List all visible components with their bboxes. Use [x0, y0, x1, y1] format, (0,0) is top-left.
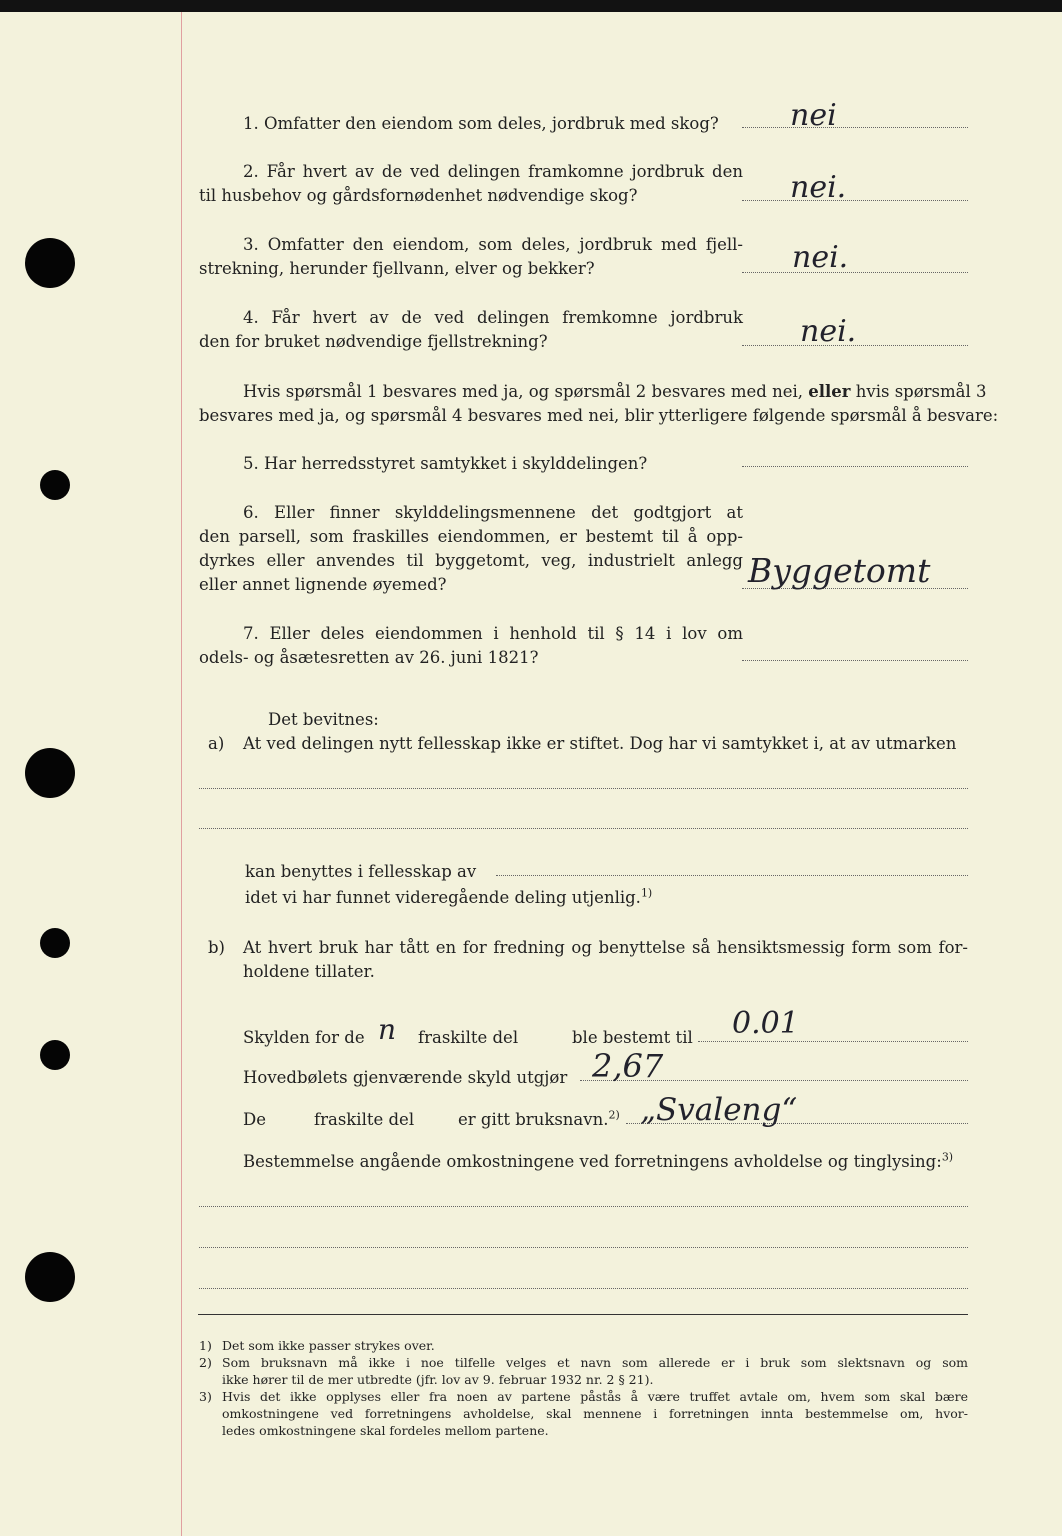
name-value-handwritten: „Svaleng“: [640, 1092, 798, 1128]
scan-edge: [0, 0, 1062, 12]
skyld-value-line: [698, 1041, 968, 1042]
name-label-a: De: [243, 1110, 266, 1129]
question-2-line-1: 2. Får hvert av de ved delingen framkomne jordbruk den: [243, 162, 743, 181]
footnote-divider: [198, 1314, 968, 1315]
utmark-line-2: [199, 828, 968, 829]
margin-line: [181, 12, 182, 1536]
costs-line-1: [199, 1206, 968, 1207]
name-label-text: er gitt bruksnavn.: [458, 1110, 609, 1129]
skyld-label-b: fraskilte del: [418, 1028, 519, 1047]
answer-2-handwritten: nei.: [790, 170, 847, 205]
footnote-3-line-1: Hvis det ikke opplyses eller fra noen av partene påstås å være truffet avtale om, hvem som skal bære: [222, 1389, 968, 1404]
footnote-1-mark: 1): [199, 1338, 212, 1353]
footnote-1: Det som ikke passer strykes over.: [222, 1338, 435, 1353]
attest-b-label: b): [208, 938, 225, 957]
condition-text-b: hvis spørsmål 3: [855, 382, 987, 401]
reason-line: [245, 886, 652, 910]
skyld-label-c: ble bestemt til: [572, 1028, 693, 1047]
answer-line-1: [742, 127, 968, 128]
footnote-3-line-3: ledes omkostningene skal fordeles mellom partene.: [222, 1423, 549, 1438]
question-3-line-1: 3. Omfatter den eiendom, som deles, jordbruk med fjell-: [243, 235, 743, 254]
answer-4-handwritten: nei.: [800, 314, 857, 349]
costs-line: [243, 1150, 953, 1174]
name-label-c: [458, 1108, 620, 1132]
answer-line-7: [742, 660, 968, 661]
skyld-label-a: Skylden for de: [243, 1028, 365, 1047]
answer-line-3: [742, 272, 968, 273]
question-4-line-2: den for bruket nødvendige fjellstrekning?: [199, 332, 548, 351]
question-6-line-1: 6. Eller finner skylddelingsmennene det godtgjort at: [243, 503, 743, 522]
question-6-line-4: eller annet lignende øyemed?: [199, 575, 447, 594]
costs-footnote-ref: 3): [941, 1150, 954, 1164]
footnote-2-mark: 2): [199, 1355, 212, 1370]
question-1: 1. Omfatter den eiendom som deles, jordbruk med skog?: [243, 114, 719, 133]
answer-1-handwritten: nei: [790, 98, 837, 133]
question-2-line-2: til husbehov og gårdsfornødenhet nødvendige skog?: [199, 186, 638, 205]
attest-a-text: At ved delingen nytt fellesskap ikke er stiftet. Dog har vi samtykket i, at av utmarken: [243, 734, 957, 753]
costs-label: Bestemmelse angående omkostningene ved forretningens avholdelse og tinglysing:: [243, 1152, 942, 1171]
name-footnote-ref: 2): [608, 1108, 620, 1122]
question-6-line-2: den parsell, som fraskilles eiendommen, er bestemt til å opp-: [199, 527, 743, 546]
question-4-line-1: 4. Får hvert av de ved delingen fremkomne jordbruk: [243, 308, 743, 327]
attest-heading: Det bevitnes:: [268, 710, 379, 729]
condition-text-a: Hvis spørsmål 1 besvares med ja, og spørsmål 2 besvares med nei,: [243, 382, 804, 401]
shared-use-line: [496, 875, 968, 876]
costs-line-3: [199, 1288, 968, 1289]
reason-text: idet vi har funnet videregående deling utjenlig.: [245, 888, 641, 907]
attest-b-line-2: holdene tillater.: [243, 962, 375, 981]
punch-hole: [25, 748, 75, 798]
shared-use-label: kan benyttes i fellesskap av: [245, 862, 477, 881]
answer-3-handwritten: nei.: [792, 240, 849, 275]
condition-bold: eller: [808, 382, 851, 401]
condition-line-1: [243, 380, 987, 404]
footnote-3-mark: 3): [199, 1389, 212, 1404]
footnote-2-line-2: ikke hører til de mer utbredte (jfr. lov av 9. februar 1932 nr. 2 § 21).: [222, 1372, 654, 1387]
punch-hole: [40, 1040, 70, 1070]
utmark-line-1: [199, 788, 968, 789]
condition-line-2: besvares med ja, og spørsmål 4 besvares med nei, blir ytterligere følgende spørsmål å besvare:: [199, 406, 999, 425]
name-label-b: fraskilte del: [314, 1110, 415, 1129]
question-7-line-1: 7. Eller deles eiendommen i henhold til § 14 i lov om: [243, 624, 743, 643]
question-7-line-2: odels- og åsætesretten av 26. juni 1821?: [199, 648, 539, 667]
question-5: 5. Har herredsstyret samtykket i skylddelingen?: [243, 454, 648, 473]
answer-line-5: [742, 466, 968, 467]
punch-hole: [25, 238, 75, 288]
remaining-label: Hovedbølets gjenværende skyld utgjør: [243, 1068, 568, 1087]
punch-hole: [40, 470, 70, 500]
footnote-3-line-2: omkostningene ved forretningens avholdelse, skal mennene i forretningen innta bestemmelse om, hvor-: [222, 1406, 968, 1421]
reason-footnote-ref: 1): [640, 886, 653, 900]
attest-a-label: a): [208, 734, 225, 753]
question-3-line-2: strekning, herunder fjellvann, elver og bekker?: [199, 259, 595, 278]
costs-line-2: [199, 1247, 968, 1248]
answer-line-2: [742, 200, 968, 201]
footnote-2-line-1: Som bruksnavn må ikke i noe tilfelle velges et navn som allerede er i bruk som slektsnavn og som: [222, 1355, 968, 1370]
remaining-value-handwritten: 2,67: [592, 1047, 664, 1085]
punch-hole: [40, 928, 70, 958]
skyld-value-handwritten: 0.01: [732, 1006, 799, 1041]
attest-b-line-1: At hvert bruk har tått en for fredning og benyttelse så hensiktsmessig form som for-: [243, 938, 968, 957]
skyld-handwritten-n: n: [378, 1013, 397, 1046]
punch-hole: [25, 1252, 75, 1302]
answer-6-handwritten: Byggetomt: [748, 551, 931, 590]
question-6-line-3: dyrkes eller anvendes til byggetomt, veg, industrielt anlegg: [199, 551, 743, 570]
